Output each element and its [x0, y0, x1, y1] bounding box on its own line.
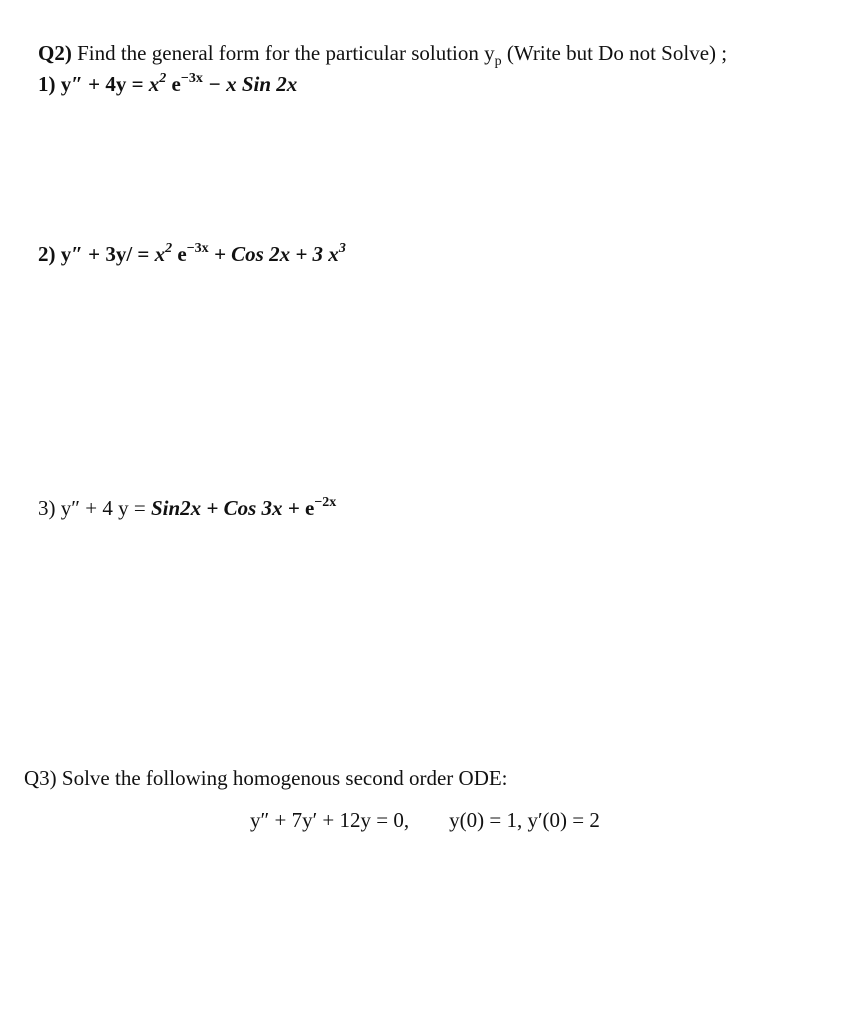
- problem-3-e-exp: −2x: [314, 495, 337, 510]
- problem-3: [38, 495, 336, 521]
- problem-2-term2-exp: −3x: [186, 241, 209, 256]
- q3-prompt: Solve the following homogenous second order ODE:: [61, 766, 508, 790]
- problem-2-term2: [172, 242, 209, 266]
- q3-label: Q3): [24, 766, 57, 790]
- problem-1-lhs: y″ + 4y =: [60, 72, 149, 96]
- problem-3-e-base: e: [305, 496, 315, 520]
- q3-equation: y″ + 7y′ + 12y = 0,: [250, 808, 410, 832]
- q2-prompt-subscript: p: [494, 54, 502, 69]
- problem-2: [38, 241, 346, 267]
- problem-3-number: 3): [38, 496, 56, 520]
- problem-1-term1-base: x: [148, 72, 160, 96]
- problem-1-term2: [166, 72, 203, 96]
- problem-1-number: 1): [38, 72, 56, 96]
- problem-3-exp-term: [305, 496, 336, 520]
- problem-1-rest: − x Sin 2x: [202, 72, 298, 96]
- problem-2-rest-text: + Cos 2x + 3 x: [208, 242, 339, 266]
- q2-prompt-text: Find the general form for the particular solution y: [77, 41, 495, 65]
- q2-prompt-tail: (Write but Do not Solve) ;: [501, 41, 728, 65]
- problem-1: [38, 71, 297, 97]
- problem-2-lhs: y″ + 3y/ =: [60, 242, 155, 266]
- problem-1-term2-exp: −3x: [180, 71, 203, 86]
- q2-prompt: [77, 41, 728, 69]
- problem-1-term2-base: e: [166, 72, 181, 96]
- problem-2-term1-exp: 2: [165, 241, 173, 256]
- problem-2-term2-base: e: [172, 242, 187, 266]
- q2-heading: [38, 40, 728, 69]
- problem-3-lhs: y″ + 4 y =: [60, 496, 151, 520]
- q3-heading: [24, 765, 508, 791]
- q3-initial-conditions: y(0) = 1, y′(0) = 2: [449, 808, 600, 832]
- q2-label: Q2): [38, 41, 72, 65]
- problem-2-term1: [155, 242, 173, 266]
- problem-2-rest-exp: 3: [338, 241, 346, 256]
- problem-1-term1-exp: 2: [159, 71, 167, 86]
- problem-2-rest: [209, 242, 346, 266]
- q3-equation-line: [250, 807, 600, 833]
- problem-2-number: 2): [38, 242, 56, 266]
- problem-2-term1-base: x: [154, 242, 166, 266]
- problem-3-rhs: Sin2x + Cos 3x +: [150, 496, 305, 520]
- problem-1-term1: [149, 72, 167, 96]
